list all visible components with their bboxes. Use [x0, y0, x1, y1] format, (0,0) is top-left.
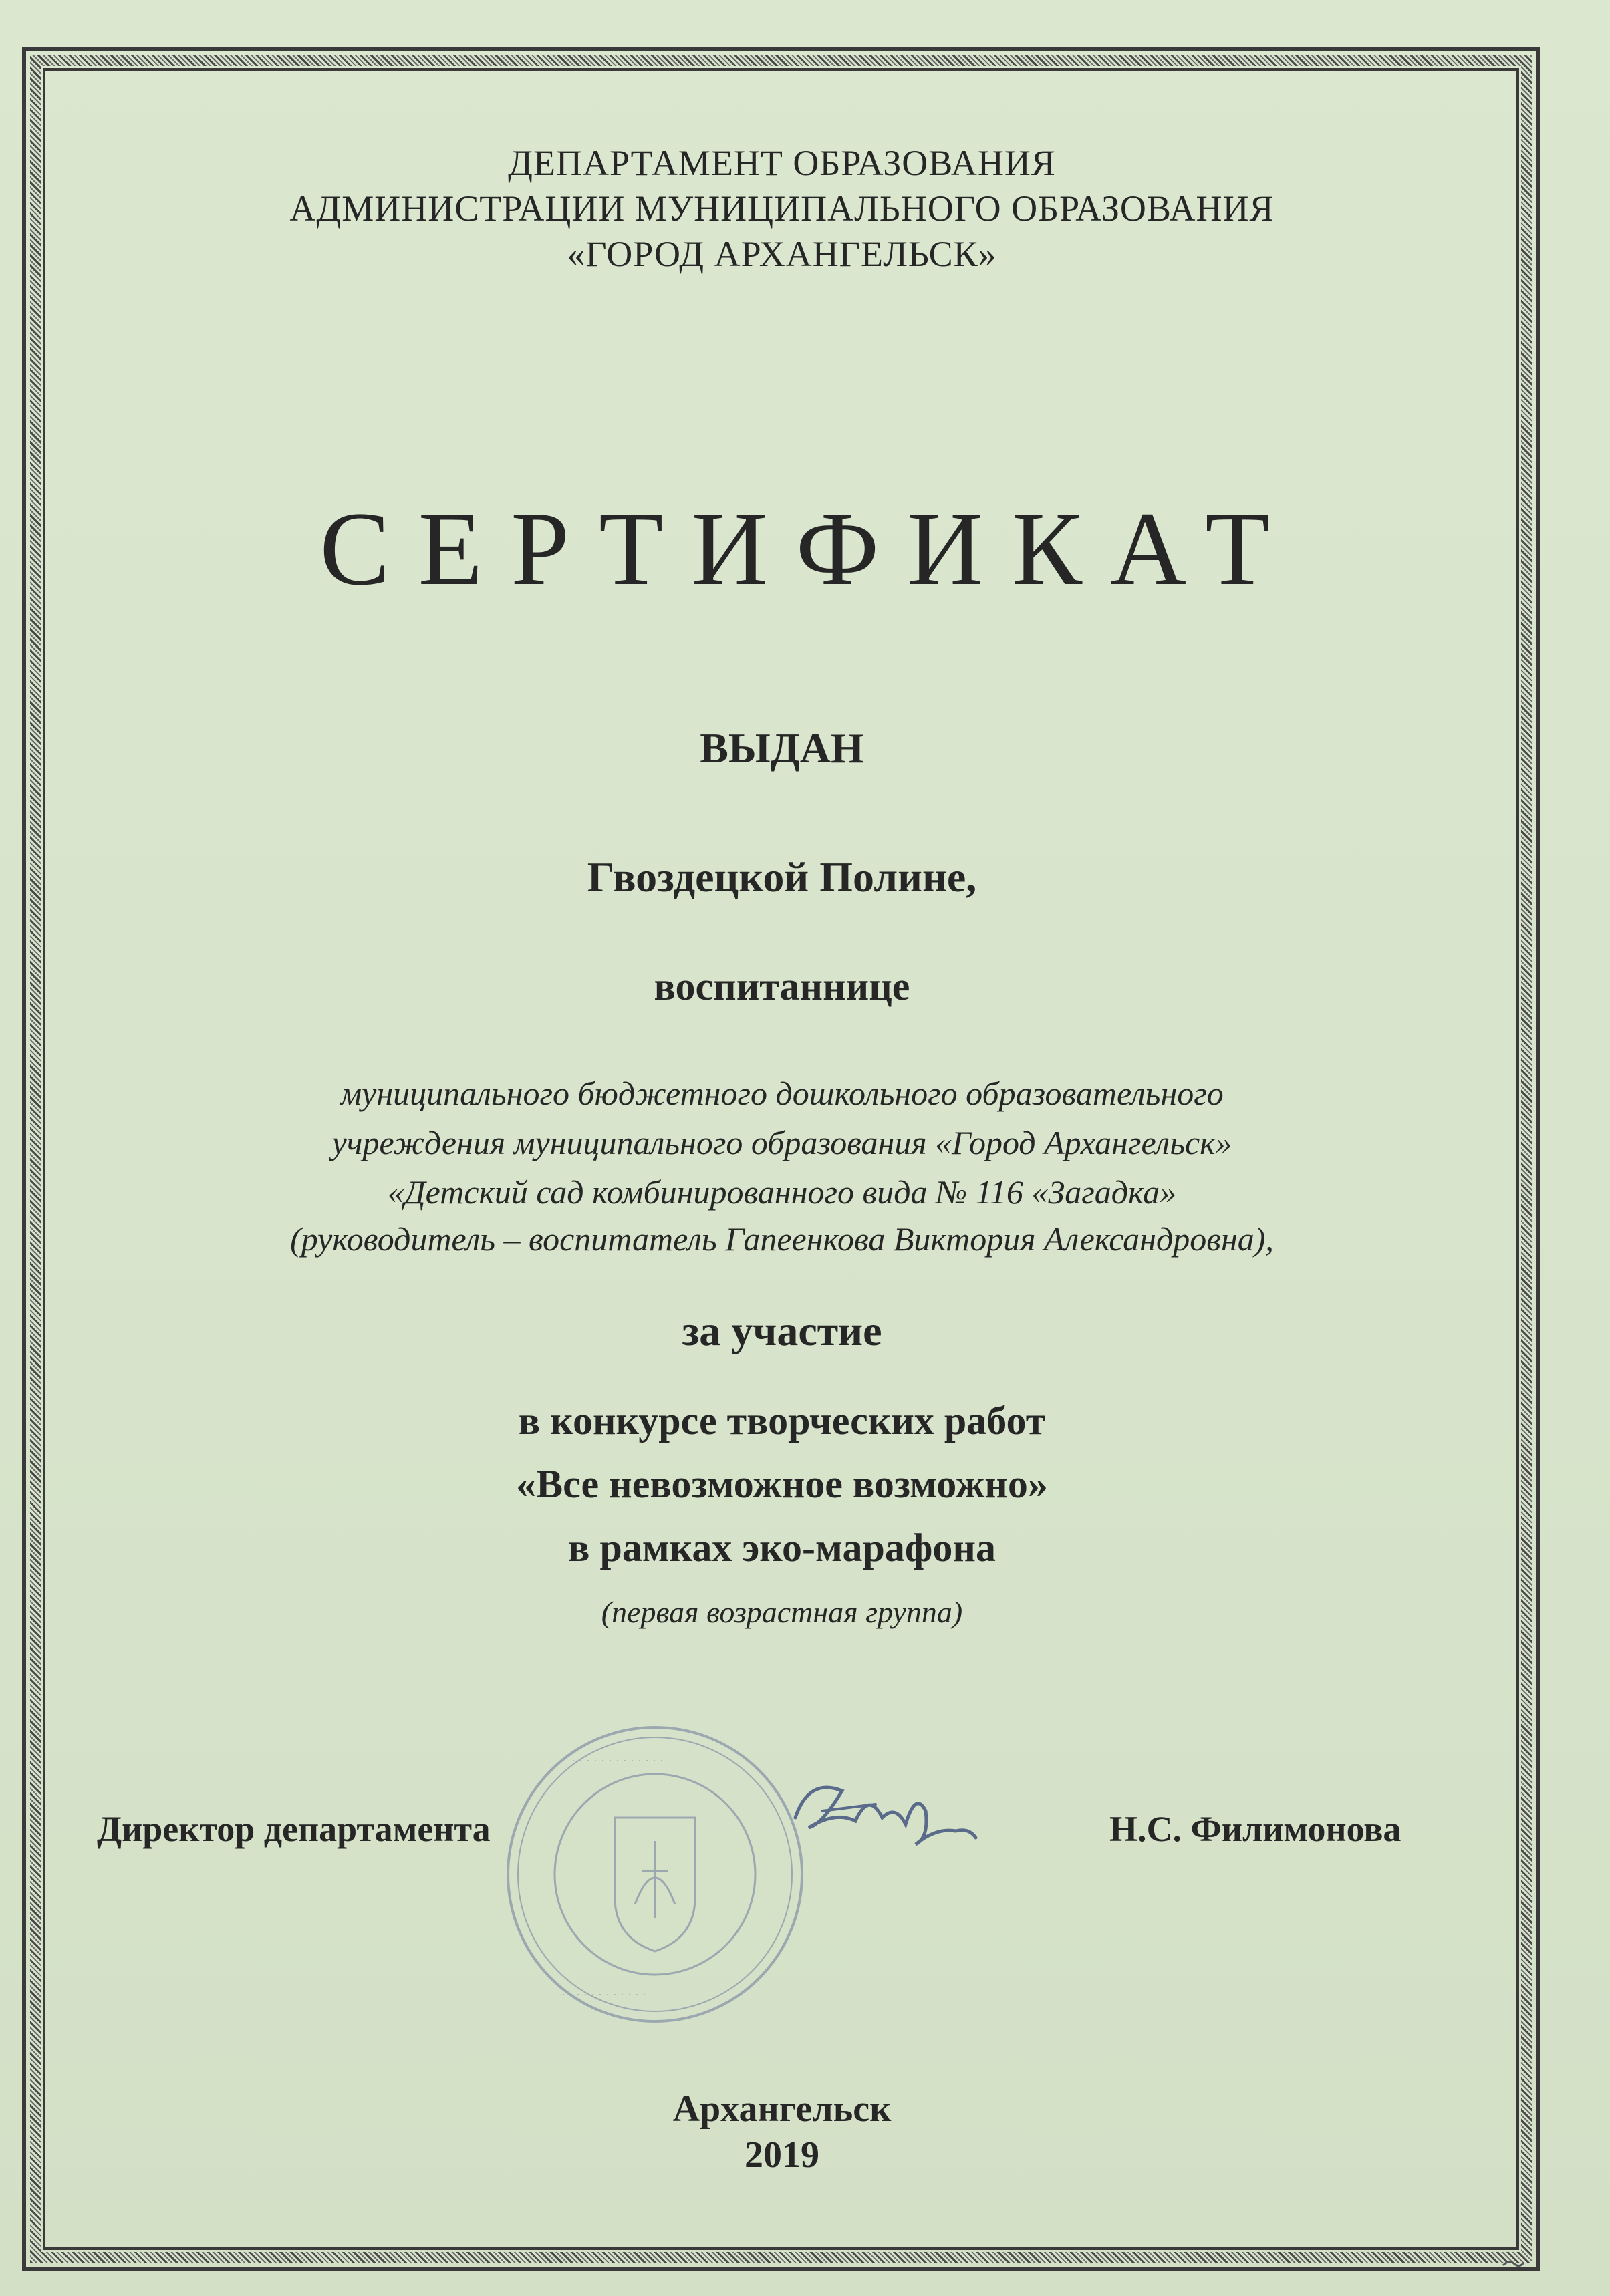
- institution-line-1: муниципального бюджетного дошкольного образовательного: [340, 1074, 1224, 1112]
- reason-heading: за участие: [682, 1307, 882, 1354]
- age-group: (первая возрастная группа): [601, 1595, 963, 1629]
- issue-year: 2019: [745, 2134, 819, 2176]
- official-seal-stamp: [498, 1717, 812, 2031]
- institution-line-2: учреждения муниципального образования «Город Архангельск»: [331, 1124, 1232, 1161]
- header-line-3: «ГОРОД АРХАНГЕЛЬСК»: [567, 234, 997, 274]
- handwritten-signature: [782, 1764, 982, 1864]
- certificate-title: СЕРТИФИКАТ: [319, 490, 1298, 607]
- svg-text:· · · · · · · · · · · · ·: · · · · · · · · · · · · ·: [571, 1753, 664, 1767]
- svg-text:· · · · · · · · · · · ·: · · · · · · · · · · · ·: [561, 1987, 646, 2001]
- signatory-position: Директор департамента: [97, 1809, 491, 1849]
- recipient-role: воспитаннице: [654, 964, 910, 1008]
- reason-line-1: в конкурсе творческих работ: [518, 1399, 1046, 1443]
- reason-line-2: «Все невозможное возможно»: [516, 1462, 1048, 1506]
- signatory-name: Н.С. Филимонова: [1109, 1809, 1401, 1849]
- header-line-2: АДМИНИСТРАЦИИ МУНИЦИПАЛЬНОГО ОБРАЗОВАНИЯ: [289, 188, 1274, 229]
- issued-label: ВЫДАН: [700, 724, 864, 772]
- reason-line-3: в рамках эко-марафона: [568, 1526, 996, 1570]
- institution-line-3: «Детский сад комбинированного вида № 116 «Загадка»: [387, 1173, 1177, 1211]
- header-line-1: ДЕПАРТАМЕНТ ОБРАЗОВАНИЯ: [508, 143, 1056, 183]
- recipient-name: Гвоздецкой Полине,: [587, 853, 977, 901]
- scan-smudge-mark: [1500, 2257, 1526, 2271]
- institution-line-4: (руководитель – воспитатель Гапеенкова Виктория Александровна),: [290, 1220, 1274, 1258]
- issue-city: Архангельск: [672, 2088, 892, 2130]
